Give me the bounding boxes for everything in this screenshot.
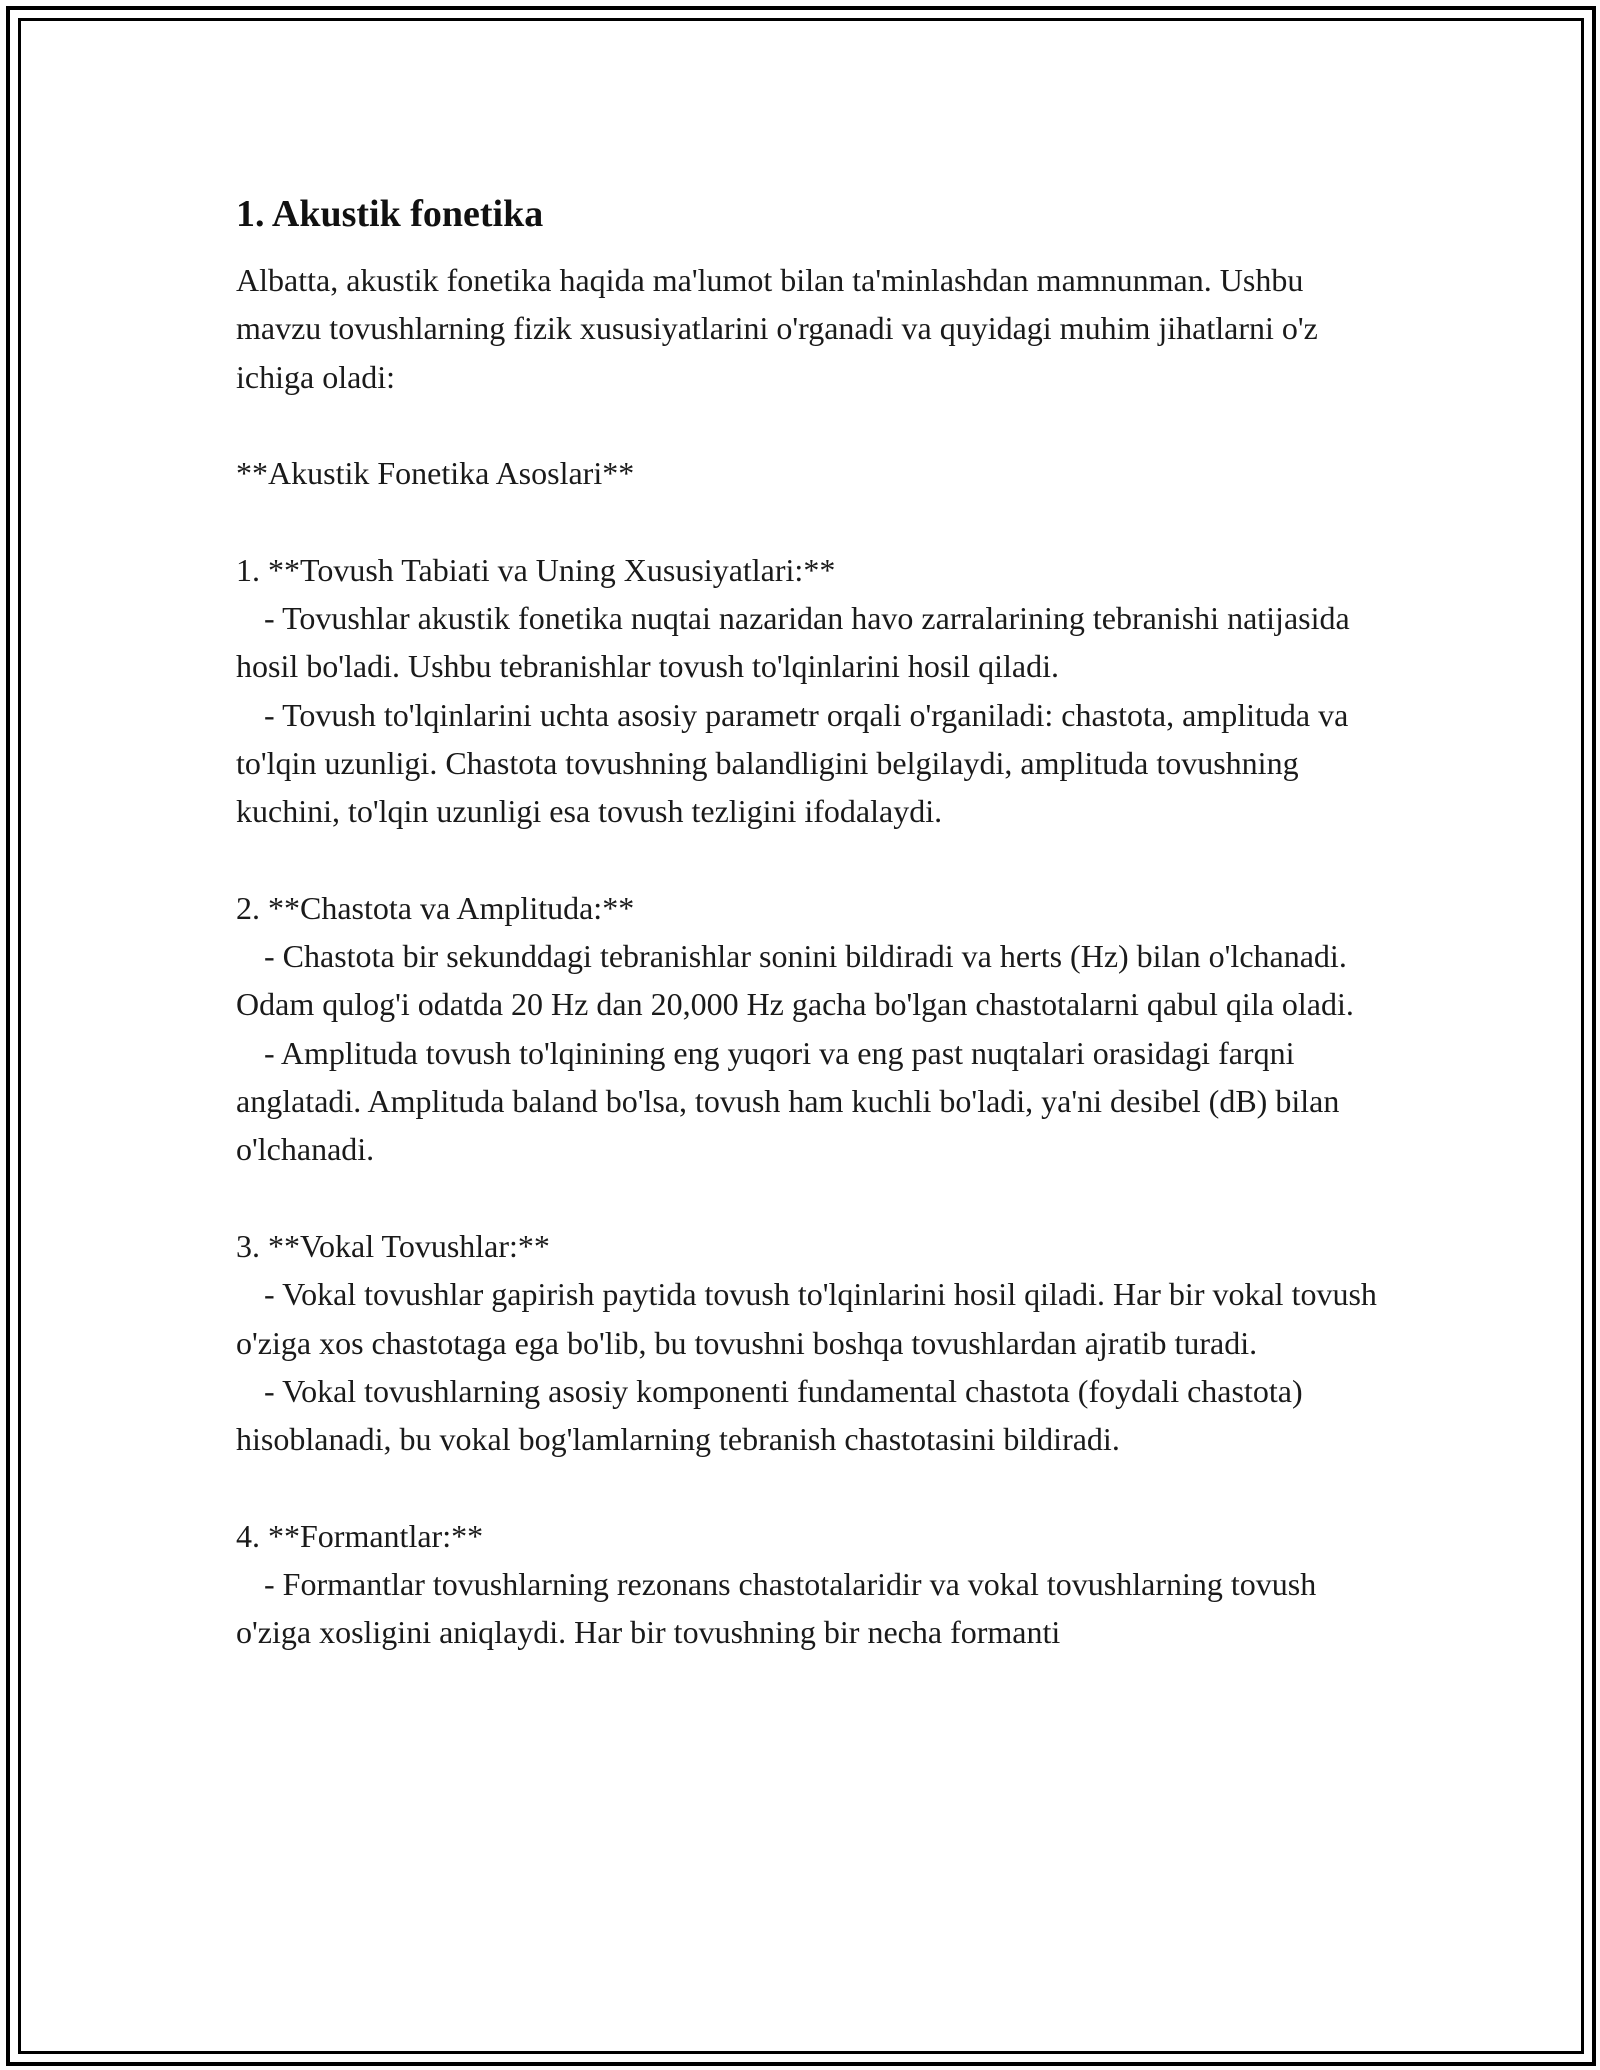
spacer: [236, 836, 1386, 884]
section-title: 4. **Formantlar:**: [236, 1517, 484, 1554]
spacer: [236, 1463, 1386, 1511]
section-3: [236, 1222, 1386, 1463]
intro-paragraph: Albatta, akustik fonetika haqida ma'lumot bilan ta'minlashdan mamnunman. Ushbu mavzu tovushlarning fizik xususiyatlarini o'rganadi va quyidagi muhim jihatlarni o'z ichiga oladi:: [236, 262, 1326, 395]
bullet-item: - Vokal tovushlarning asosiy komponenti fundamental chastota (foydali chastota) hisoblanadi, bu vokal bog'lamlarning tebranish chastotasini bildiradi.: [236, 1372, 1303, 1458]
spacer: [236, 1174, 1386, 1222]
bullet-item: - Chastota bir sekunddagi tebranishlar sonini bildiradi va herts (Hz) bilan o'lchanadi. Odam qulog'i odatda 20 Hz dan 20,000 Hz gacha bo'lgan chastotalarni qabul qila oladi.: [236, 938, 1354, 1023]
bullet-item: - Vokal tovushlar gapirish paytida tovush to'lqinlarini hosil qiladi. Har bir vokal tovush o'ziga xos chastotaga ega bo'lib, bu tovushni boshqa tovushlardan ajratib turadi.: [236, 1276, 1377, 1361]
spacer: [236, 497, 1386, 545]
bullet-item: - Tovush to'lqinlarini uchta asosiy parametr orqali o'rganiladi: chastota, amplituda va to'lqin uzunligi. Chastota tovushning balandligini belgilaydi, amplituda tovushning kuchini, to'lqin uzunligi esa tovush tezligini ifodalaydi.: [236, 696, 1349, 830]
section-title: 2. **Chastota va Amplituda:**: [236, 889, 635, 926]
section-title: 1. **Tovush Tabiati va Uning Xususiyatlari:**: [236, 551, 836, 588]
section-2: [236, 884, 1386, 1174]
section-title: 3. **Vokal Tovushlar:**: [236, 1227, 550, 1264]
spacer: [236, 401, 1386, 449]
document-subtitle: **Akustik Fonetika Asoslari**: [236, 455, 635, 492]
section-4: [236, 1512, 1386, 1657]
bullet-item: - Formantlar tovushlarning rezonans chastotalaridir va vokal tovushlarning tovush o'ziga xosligini aniqlaydi. Har bir tovushning bir necha formanti: [236, 1566, 1317, 1651]
document-body: [236, 186, 1386, 1657]
bullet-item: - Amplituda tovush to'lqinining eng yuqori va eng past nuqtalari orasidagi farqni anglatadi. Amplituda baland bo'lsa, tovush ham kuchli bo'ladi, ya'ni desibel (dB) bilan o'lchanadi.: [236, 1034, 1340, 1168]
section-1: [236, 546, 1386, 836]
document-heading: 1. Akustik fonetika: [236, 193, 544, 235]
bullet-item: - Tovushlar akustik fonetika nuqtai nazaridan havo zarralarining tebranishi natijasida hosil bo'ladi. Ushbu tebranishlar tovush to'lqinlarini hosil qiladi.: [236, 600, 1350, 685]
